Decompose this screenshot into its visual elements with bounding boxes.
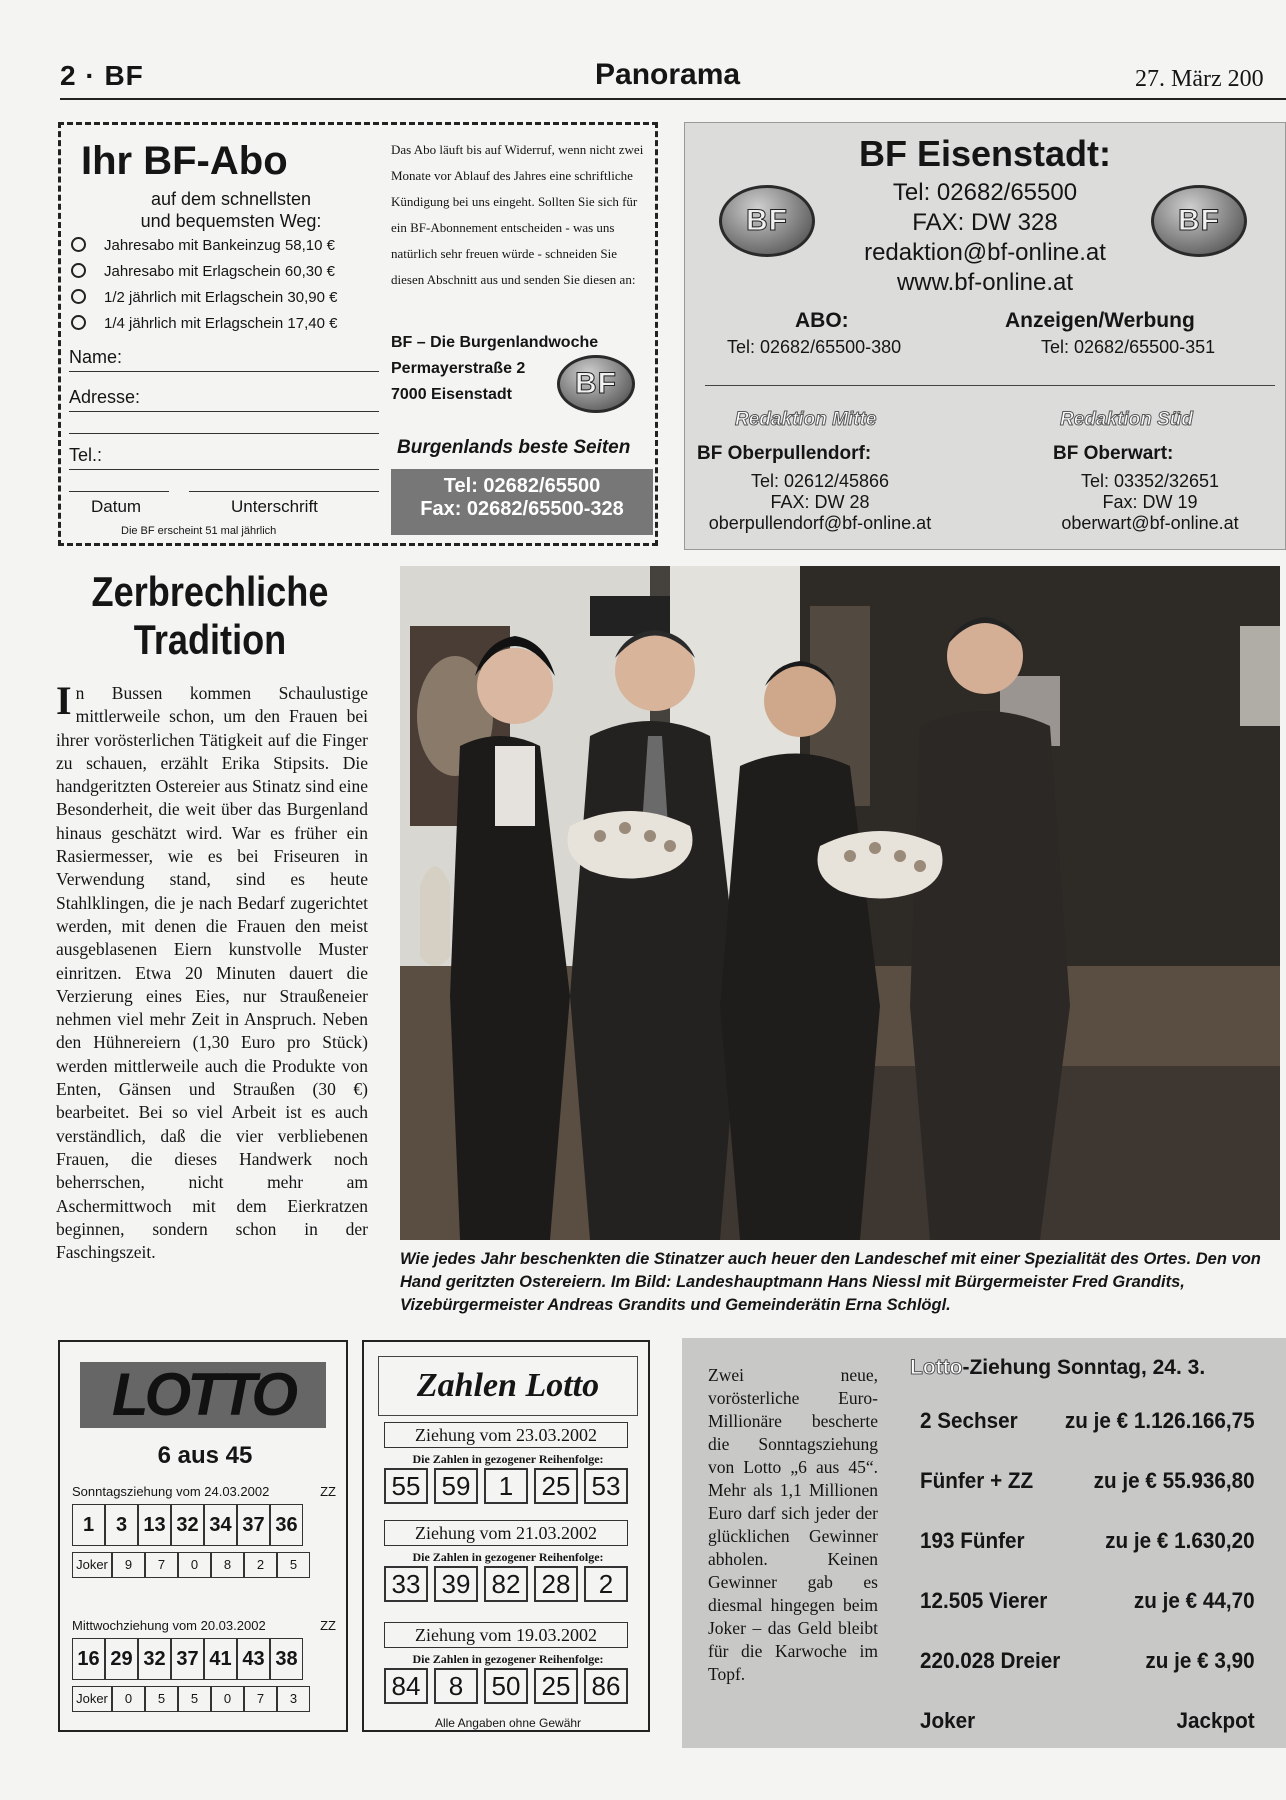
photo-illustration [400,566,1280,1240]
joker-row [72,1686,310,1712]
zl-number: 25 [534,1668,578,1704]
abo-option-label: Jahresabo mit Erlagschein 60,30 € [104,263,335,280]
oberwart-contacts [1025,471,1275,534]
bf-logo-text: BF [575,367,617,400]
prize-tier: 220.028 Dreier [920,1648,1061,1673]
order-note: Die Zahlen in gezogener Reihenfolge: [412,1652,604,1666]
contact-tel: Tel: 02682/65500 [892,179,1078,206]
abo-subtitle-2: und bequemsten Weg: [140,211,322,231]
zl-number: 86 [584,1668,628,1704]
prize-tier: Fünfer + ZZ [920,1468,1034,1493]
draw-numbers [384,1468,628,1504]
prize-row [920,1708,1255,1734]
abo-phone-box [391,469,653,535]
lotto-results [58,1340,348,1732]
lotto-number: 16 [72,1638,105,1680]
draw-report-text: Zwei neue, vorösterliche Euro-Millionäre bescherte die Sonntagsziehung von Lotto „6 aus 45“. Mehr als 1,1 Millionen Euro darf sich jeder der glücklichen Gewinner abholen. Keinen Gewinner gab es diesmal hingegen beim Joker – das Geld bleibt für die Karwoche im Topf. [708,1365,878,1684]
zl-number: 55 [384,1468,428,1504]
order-note: Die Zahlen in gezogener Reihenfolge: [412,1550,604,1564]
prize-tier: 193 Fünfer [920,1528,1025,1553]
name-label: Name: [69,347,123,367]
ow-email[interactable]: oberwart@bf-online.at [1061,513,1239,533]
name-field[interactable] [69,347,379,372]
prize-tier: Joker [920,1708,976,1733]
joker-digit: 5 [145,1686,178,1712]
contact-web[interactable]: www.bf-online.at [896,269,1074,296]
lotto-number: 34 [204,1504,237,1546]
abo-title: Ihr BF-Abo [81,139,288,183]
bf-logo [557,355,635,413]
zusatzzahl: 36 [270,1504,303,1546]
draw-date: Ziehung vom 21.03.2002 [384,1520,628,1546]
article-body: In Bussen kommen Schaulustige mittlerweile schon, um den Frauen bei ihrer vorösterlichen Tätigkeit auf die Finger zu schauen, erzählt Erika Stipsits. Die handgeritzten Ostereier aus Stinatz sind eine Besonderheit, die weit über das Burgenland hinaus geschätzt wird. War es früher ein Rasiermesser, wie es bei Friseuren in Verwendung stand, sind es heute Stahlklingen, die je nach Bedarf zugerichtet werden, mit denen die Frauen den meist ausgeblasenen Eiern kunstvolle Muster einritzen. Etwa 20 Minuten dauert die Verzierung eines Eies, nur Straußeneier nehmen viel mehr Zeit in Anspruch. Neben den Hühnereiern (1,30 Euro pro Stück) werden mittlerweile auch die Produkte von Enten, Gänsen und Straußen (30 €) bearbeitet. Bei so viel Arbeit ist es auch verständlich, daß die vier verbliebenen Frauen, die dieses Handwerk noch beherrschen, nicht mehr am Aschermittwoch mit dem Eierkratzen beginnen, sondern schon in der Faschingszeit. [56,678,368,1263]
lotto-number: 43 [237,1638,270,1680]
page-number: 2 · BF [60,60,144,91]
photo-caption: Wie jedes Jahr beschenkten die Stinatzer auch heuer den Landeschef mit einer Spezialität des Ortes. Den von Hand geritzten Ostereiern. Im Bild: Landeshauptmann Hans Niessl mit Bürgermeister Fred Grandits, Vizebürgermeister Andreas Grandits und Gemeinderätin Erna Schlögl. [400,1250,1261,1314]
joker-digit: 8 [211,1552,244,1578]
redaktion-sued-tag: Redaktion Süd [1060,409,1194,430]
abo-option-label: 1/2 jährlich mit Erlagschein 30,90 € [104,289,338,306]
zl-number: 33 [384,1566,428,1602]
zz-label: ZZ [320,1618,336,1633]
op-tel: Tel: 02612/45866 [750,471,890,491]
bf-logo-text: BF [1178,204,1220,237]
contact-title: BF Eisenstadt: [858,133,1112,174]
lotto-logo-text: LOTTO [111,1361,295,1428]
lotto-number: 3 [105,1504,138,1546]
zl-number: 8 [434,1668,478,1704]
oberwart-title: BF Oberwart: [1053,443,1174,464]
zl-number: 84 [384,1668,428,1704]
lotto-logo [80,1362,326,1428]
draw-date: Mittwochziehung vom 20.03.2002 [72,1618,266,1633]
prize-row [920,1468,1255,1494]
joker-digit: 5 [178,1686,211,1712]
article-photo [400,566,1280,1240]
disclaimer: Alle Angaben ohne Gewähr [434,1716,582,1730]
lotto-number: 37 [237,1504,270,1546]
prize-amount: zu je € 55.936,80 [1093,1468,1255,1493]
ads-tel: Tel: 02682/65500-351 [1041,337,1216,357]
joker-digit: 0 [211,1686,244,1712]
abo-heading: ABO: [795,309,849,332]
joker-digit: 0 [178,1552,211,1578]
header-rule [60,98,1286,100]
abo-option-label: Jahresabo mit Bankeinzug 58,10 € [104,237,335,254]
lotto-number: 29 [105,1638,138,1680]
oberpullendorf-title: BF Oberpullendorf: [697,443,872,464]
zusatzzahl: 38 [270,1638,303,1680]
draw-numbers [72,1638,303,1680]
headline-line-2: Tradition [133,616,287,663]
draw-label [72,1484,336,1499]
ow-fax: Fax: DW 19 [1102,492,1198,512]
lotto-number: 13 [138,1504,171,1546]
radio-icon[interactable] [71,315,86,330]
tel-label: Tel.: [69,445,103,465]
zl-number: 53 [584,1468,628,1504]
ads-heading: Anzeigen/Werbung [1005,309,1195,332]
abo-phone: Tel: 02682/65500 [443,475,601,497]
divider [705,385,1275,386]
abo-tel: Tel: 02682/65500-380 [727,337,902,357]
contact-email[interactable]: redaktion@bf-online.at [864,239,1106,266]
date-line [69,491,169,492]
joker-digit: 9 [112,1552,145,1578]
draw-date: Sonntagsziehung vom 24.03.2002 [72,1484,270,1499]
zl-number: 1 [484,1468,528,1504]
lotto-number: 32 [138,1638,171,1680]
joker-label: Joker [72,1686,112,1712]
prize-amount: zu je € 3,90 [1145,1648,1255,1673]
joker-label: Joker [72,1552,112,1578]
lotto-tag: Lotto [910,1356,963,1379]
prize-amount: zu je € 1.630,20 [1105,1528,1255,1553]
zl-number: 39 [434,1566,478,1602]
signature-line [189,491,379,492]
tel-field[interactable] [69,445,379,470]
bf-logo-text: BF [746,204,788,237]
article-headline [81,568,339,664]
address-field[interactable] [69,387,379,412]
radio-icon[interactable] [71,289,86,304]
op-fax: FAX: DW 28 [770,492,870,512]
zl-number: 59 [434,1468,478,1504]
joker-digit: 7 [145,1552,178,1578]
abo-option[interactable] [71,315,337,332]
abo-coupon [58,122,658,546]
contact-box [684,122,1286,550]
joker-digit: 5 [277,1552,310,1578]
zl-number: 82 [484,1566,528,1602]
zl-number: 2 [584,1566,628,1602]
radio-icon[interactable] [71,237,86,252]
headline-line-1: Zerbrechliche [91,568,329,615]
joker-digit: 0 [112,1686,145,1712]
draw-date: Ziehung vom 23.03.2002 [384,1422,628,1448]
prize-row [920,1528,1255,1554]
address-line: BF – Die Burgenlandwoche [391,334,599,351]
date-label: Datum [91,497,142,516]
abo-terms: Das Abo läuft bis auf Widerruf, wenn nicht zwei Monate vor Ablauf des Jahres eine schriftliche Kündigung bei uns eingeht. Sollten Sie sich für ein BF-Abonnement entscheiden - was uns natürlich sehr freuen würde - schneiden Sie diesen Abschnitt aus und senden Sie diesen an: [391,142,644,287]
draw-numbers [384,1566,628,1602]
prize-amount: Jackpot [1176,1708,1255,1733]
joker-digit: 2 [244,1552,277,1578]
ow-tel: Tel: 03352/32651 [1080,471,1220,491]
section-title: Panorama [595,58,741,91]
zahlenlotto-logo: Zahlen Lotto [378,1356,638,1416]
prize-tier: 2 Sechser [920,1408,1018,1433]
publication-note: Die BF erscheint 51 mal jährlich [121,525,277,537]
address-label: Adresse: [69,387,141,407]
lotto-title: 6 aus 45 [157,1442,253,1469]
slogan: Burgenlands beste Seiten [397,437,631,458]
address-line: 7000 Eisenstadt [391,386,512,403]
joker-row [72,1552,310,1578]
lotto-number: 32 [171,1504,204,1546]
abo-option[interactable] [71,263,335,280]
order-note: Die Zahlen in gezogener Reihenfolge: [412,1452,604,1466]
prize-tier: 12.505 Vierer [920,1588,1048,1613]
abo-option[interactable] [71,237,335,254]
abo-option[interactable] [71,289,337,306]
joker-digit: 7 [244,1686,277,1712]
prize-amount: zu je € 1.126.166,75 [1064,1408,1255,1433]
radio-icon[interactable] [71,263,86,278]
prize-row [920,1408,1255,1434]
redaktion-mitte-tag: Redaktion Mitte [735,409,877,430]
contact-fax: FAX: DW 328 [912,209,1058,236]
draw-numbers [384,1668,628,1704]
lotto-draw-report [682,1338,1286,1748]
abo-fax: Fax: 02682/65500-328 [420,498,624,520]
abo-option-label: 1/4 jährlich mit Erlagschein 17,40 € [104,315,338,332]
zz-label: ZZ [320,1484,336,1499]
lotto-number: 1 [72,1504,105,1546]
zahlenlotto-results [362,1340,650,1732]
lotto-number: 37 [171,1638,204,1680]
lotto-number: 41 [204,1638,237,1680]
zl-number: 50 [484,1668,528,1704]
prize-row [920,1648,1255,1674]
joker-digit: 3 [277,1686,310,1712]
zl-number: 28 [534,1566,578,1602]
zl-number: 25 [534,1468,578,1504]
draw-numbers [72,1504,303,1546]
prize-amount: zu je € 44,70 [1133,1588,1255,1613]
abo-subtitle-1: auf dem schnellsten [150,189,312,209]
draw-report-title [910,1356,1205,1380]
signature-label: Unterschrift [231,497,318,516]
op-email[interactable]: oberpullendorf@bf-online.at [708,513,932,533]
oberpullendorf-contacts [695,471,945,534]
draw-label [72,1618,336,1633]
prize-row [920,1588,1255,1614]
issue-date: 27. März 200 [1135,66,1264,92]
address-field-line-2[interactable] [69,421,379,434]
address-line: Permayerstraße 2 [391,360,526,377]
title-rest: -Ziehung Sonntag, 24. 3. [962,1356,1206,1379]
draw-date: Ziehung vom 19.03.2002 [384,1622,628,1648]
